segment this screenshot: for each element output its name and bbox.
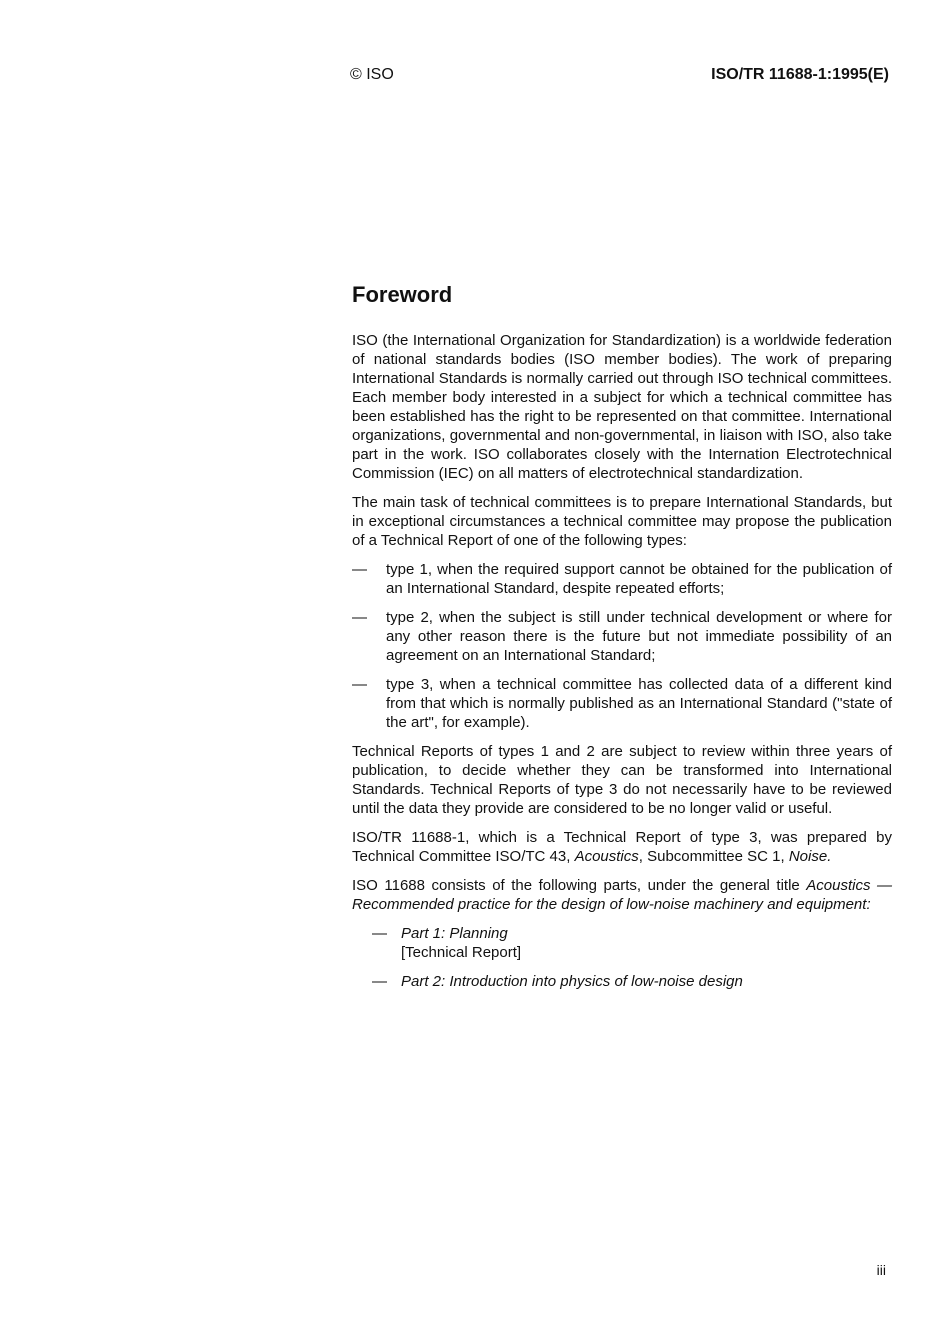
report-types-list	[352, 560, 892, 732]
list-item	[352, 560, 892, 598]
list-item	[352, 675, 892, 732]
prepared-by-text: ISO/TR 11688-1, which is a Technical Report of type 3, was prepared by Technical Committee ISO/TC 43,	[352, 829, 892, 865]
list-item-text: type 2, when the subject is still under technical development or where for any other reason there is the future but not immediate possibility of an agreement on an International Standard;	[386, 609, 892, 664]
list-dash: —	[372, 973, 387, 990]
part-note: [Technical Report]	[401, 944, 522, 961]
list-item	[352, 608, 892, 665]
part-title: Part 1: Planning	[401, 925, 508, 942]
list-item	[372, 972, 892, 991]
parts-list	[352, 924, 892, 991]
committee-acoustics: Acoustics	[574, 848, 639, 865]
list-dash: —	[352, 561, 367, 578]
page-number: iii	[876, 1262, 886, 1278]
subcommittee-text: , Subcommittee SC 1,	[638, 848, 789, 865]
header-copyright: © ISO	[350, 66, 394, 83]
foreword-title: Foreword	[352, 282, 453, 307]
subcommittee-noise: Noise.	[788, 848, 832, 865]
list-item-text: type 1, when the required support cannot be obtained for the publication of an International Standard, despite repeated efforts;	[386, 561, 892, 597]
part-title: Part 2: Introduction into physics of low-noise design	[401, 973, 743, 990]
list-dash: —	[372, 925, 387, 942]
paragraph-prepared-by	[352, 828, 892, 866]
paragraph-main-task: The main task of technical committees is to prepare International Standards, but in exceptional circumstances a technical committee may propose the publication of a Technical Report of one of the following types:	[352, 494, 892, 549]
paragraph-iso-intro: ISO (the International Organization for Standardization) is a worldwide federation of national standards bodies (ISO member bodies). The work of preparing International Standards is normally carried out through ISO technical committees. Each member body interested in a subject for which a technical committee has been established has the right to be represented on that committee. International organizations, governmental and non-governmental, in liaison with ISO, also take part in the work. ISO collaborates closely with the Internation Electrotechnical Commission (IEC) on all matters of electrotechnical standardization.	[352, 332, 892, 482]
paragraph-parts-intro	[352, 876, 892, 914]
list-item	[372, 924, 892, 962]
foreword-section	[352, 282, 892, 1001]
header-document-id: ISO/TR 11688-1:1995(E)	[711, 66, 889, 83]
parts-intro-text: ISO 11688 consists of the following parts, under the general title	[352, 877, 807, 894]
paragraph-review: Technical Reports of types 1 and 2 are subject to review within three years of publication, to decide whether they can be transformed into International Standards. Technical Reports of type 3 do not necessarily have to be reviewed until the data they provide are considered to be no longer valid or useful.	[352, 743, 892, 817]
list-dash: —	[352, 609, 367, 626]
general-title: Acoustics — Recommended practice for the design of low-noise machinery and equipment:	[352, 877, 892, 913]
list-dash: —	[352, 676, 367, 693]
list-item-text: type 3, when a technical committee has collected data of a different kind from that which is normally published as an International Standard ("state of the art", for example).	[386, 676, 892, 731]
